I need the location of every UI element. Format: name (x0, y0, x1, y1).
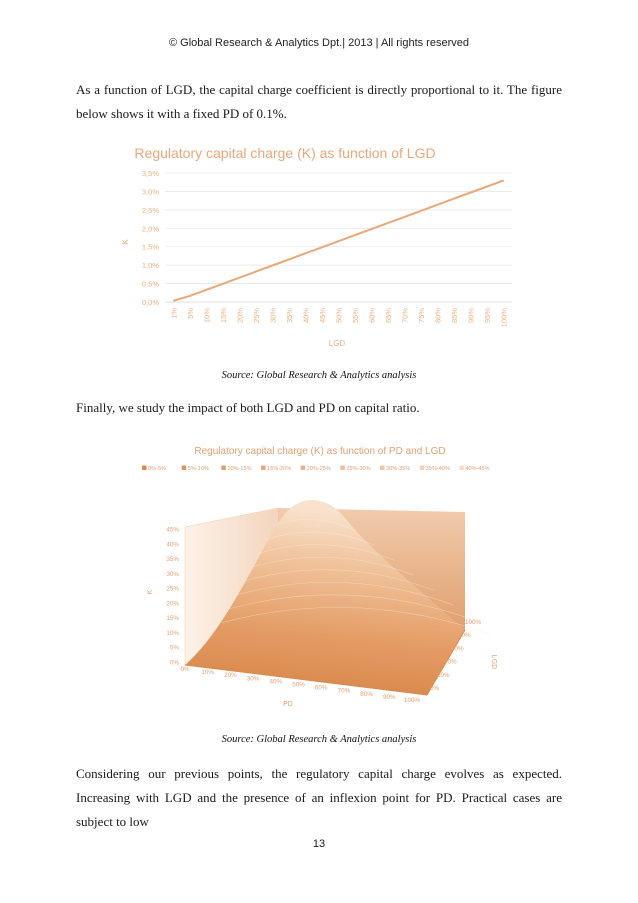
chart2-legend-label: 30%-35% (386, 466, 411, 472)
chart1-xtick-label: 70% (400, 308, 410, 324)
chart1-xlabel: LGD (328, 339, 346, 348)
chart2-legend-label: 25%-30% (346, 466, 371, 472)
chart1-xtick-label: 35% (284, 308, 294, 324)
chart1-xtick-label: 1% (169, 308, 179, 319)
chart1-xtick-label: 25% (251, 308, 261, 324)
chart1-ytick-label: 2,5% (141, 205, 159, 215)
chart2-xtick-label: 90% (382, 693, 396, 701)
chart2-legend-swatch (301, 466, 306, 471)
chart1-xtick-label: 20% (235, 308, 245, 324)
chart2-xtick-label: 100% (403, 697, 421, 704)
chart1-xtick-label: 95% (483, 308, 493, 324)
chart1-ylabel: K (121, 239, 130, 245)
chart2-ztick-label: 15% (166, 615, 179, 623)
chart2-legend-swatch (182, 466, 187, 471)
chart2-ytick-label: 60% (451, 645, 464, 653)
chart1-ytick-label: 1,5% (141, 242, 159, 252)
chart2-ztick-label: 35% (166, 556, 179, 564)
chart2-legend-label: 15%-20% (267, 466, 292, 472)
chart2-ytick-label: 20% (437, 671, 450, 679)
chart2-ytick-label: 40% (444, 658, 457, 666)
chart2-xlabel: PD (283, 701, 293, 708)
chart2-legend-swatch (261, 466, 266, 471)
chart2-ztick-label: 25% (166, 585, 179, 593)
chart2-xtick-label: 30% (246, 675, 260, 683)
chart1-ytick-label: 2,0% (141, 224, 159, 234)
chart2-legend-swatch (459, 466, 464, 471)
chart2-xtick-label: 10% (201, 669, 215, 677)
chart1-title: Regulatory capital charge (K) as function of LGD (134, 145, 436, 161)
pd-lgd-surface-chart (130, 440, 510, 715)
chart2-legend-swatch (142, 466, 147, 471)
paragraph-study: Finally, we study the impact of both LGD and PD on capital ratio. (76, 400, 420, 415)
chart2-ylabel: LGD (490, 654, 497, 670)
page-number: 13 (312, 838, 326, 850)
chart2-ztick-label: 20% (166, 600, 179, 608)
chart2-legend-label: 5%-10% (187, 466, 209, 472)
chart2-ztick-label: 40% (166, 541, 179, 549)
chart1-xtick-label: 90% (466, 308, 476, 324)
chart2-xtick-label: 50% (292, 681, 305, 689)
paragraph-lgd-intro: As a function of LGD, the capital charge coefficient is directly proportional to it. The figure below shows it with a fixed PD of 0.1%. (76, 82, 562, 121)
chart2-legend-label: 40%-45% (465, 466, 490, 472)
chart2-legend-label: 20%-25% (306, 466, 331, 472)
chart2-title: Regulatory capital charge (K) as function of PD and LGD (194, 446, 446, 457)
page-header: © Global Research & Analytics Dpt.| 2013 | All rights reserved (169, 37, 469, 49)
chart2-xtick-label: 60% (314, 684, 328, 692)
chart2-ztick-label: 10% (166, 629, 179, 637)
chart2-zlabel: K (147, 589, 154, 595)
chart2-ztick-label: 30% (166, 570, 179, 578)
chart1-series-line (173, 180, 503, 300)
chart1-xtick-label: 10% (202, 308, 212, 324)
chart2-ytick-label: 100% (465, 619, 482, 626)
chart1-xtick-label: 50% (334, 308, 344, 324)
chart1-xtick-label: 40% (301, 308, 311, 324)
chart2-legend-label: 0%-5% (148, 466, 167, 472)
chart1-xtick-label: 80% (433, 308, 443, 324)
figure-caption-1: Source: Global Research & Analytics analysis (221, 370, 417, 381)
chart2-legend-label: 35%-40% (425, 466, 450, 472)
chart1-ytick-label: 0,5% (141, 279, 159, 289)
chart2-ytick-label: 80% (458, 632, 471, 640)
chart1-xtick-label: 15% (218, 308, 228, 324)
chart1-xtick-label: 100% (499, 308, 509, 328)
chart2-legend-swatch (221, 466, 226, 471)
chart1-ytick-label: 3,0% (141, 187, 159, 197)
chart1-xtick-label: 65% (384, 308, 394, 324)
chart1-ytick-label: 3,5% (141, 169, 159, 178)
chart1-xtick-label: 60% (367, 308, 377, 324)
chart2-ztick-label: 5% (169, 644, 179, 652)
lgd-line-chart (110, 140, 530, 355)
chart1-ytick-label: 0,0% (141, 298, 159, 307)
chart2-ztick-label: 0% (169, 659, 179, 667)
chart2-ztick-label: 45% (166, 526, 179, 534)
chart2-xtick-label: 70% (337, 687, 351, 695)
chart2-ytick-label: 0% (430, 685, 440, 692)
chart1-xtick-label: 5% (185, 308, 195, 319)
chart2-xtick-label: 80% (360, 690, 373, 698)
chart2-legend-swatch (340, 466, 345, 471)
chart2-legend-swatch (420, 466, 425, 471)
chart2-legend-label: 10%-15% (227, 466, 252, 472)
chart2-xtick-label: 20% (224, 672, 237, 680)
chart1-ytick-label: 1,0% (141, 261, 159, 271)
chart2-xtick-label: 40% (269, 678, 283, 686)
chart2-legend-swatch (380, 466, 385, 471)
paragraph-conclusion: Considering our previous points, the regulatory capital charge evolves as expected. Increasing with LGD and the presence of an inflexion point for PD. Practical cases are subject to low (76, 766, 562, 829)
chart1-xtick-label: 45% (317, 308, 327, 324)
chart2-xtick-label: 0% (180, 666, 190, 673)
chart1-xtick-label: 85% (450, 308, 460, 324)
chart1-xtick-label: 75% (417, 308, 427, 324)
figure-caption-2: Source: Global Research & Analytics analysis (221, 734, 417, 745)
chart1-xtick-label: 30% (268, 308, 278, 324)
chart1-xtick-label: 55% (351, 308, 361, 324)
